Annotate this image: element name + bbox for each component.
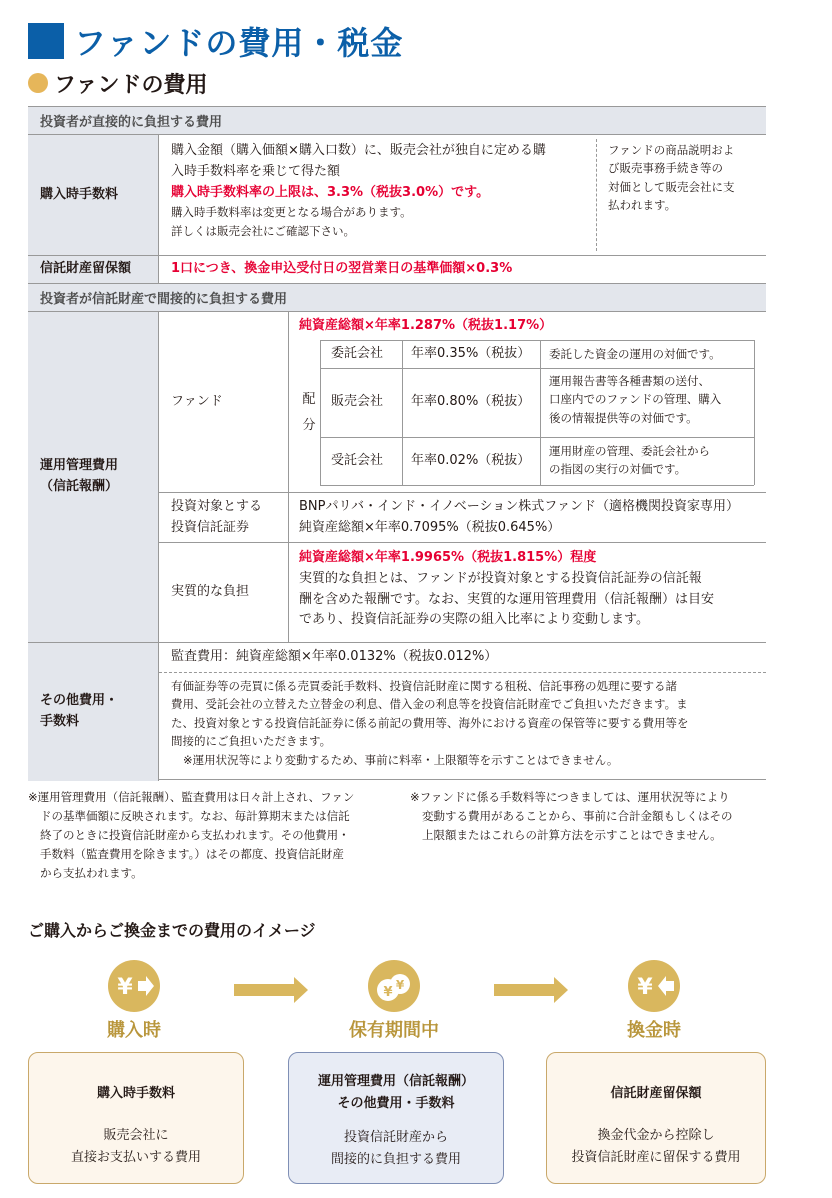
real-burden-line: 酬を含めた報酬です。なお、実質的な運用管理費用（信託報酬）は目安 (299, 591, 714, 607)
purpose-line: ファンドの商品説明およ (608, 143, 735, 157)
svg-text:¥: ¥ (383, 985, 393, 1000)
other-fees-line: た、投資対象とする投資信託証券に係る前記の費用等、海外における資産の保管等に要する費用等を (171, 715, 689, 730)
purchase-fee-line: 購入金額（購入価額×購入口数）に、販売会社が独自に定める購 (171, 143, 546, 158)
reserve-label: 信託財産留保額 (28, 256, 158, 283)
alloc-desc (549, 372, 749, 427)
management-fee-label-line: （信託報酬） (40, 479, 119, 494)
purpose-line: 払われます。 (608, 198, 677, 213)
real-burden-detail (299, 548, 764, 631)
stage-label: 換金時 (627, 1020, 681, 1041)
alloc-rate: 年率0.02%（税抜） (411, 452, 531, 468)
yen-out-icon (628, 960, 680, 1012)
cost-image-title: ご購入からご換金までの費用のイメージ (28, 921, 316, 940)
alloc-desc-line: 運用財産の管理、委託会社から (549, 444, 710, 458)
direct-cost-header: 投資者が直接的に負担する費用 (28, 107, 766, 134)
other-fees-line: 間接的にご負担いただきます。 (171, 734, 332, 749)
stage-holding (334, 960, 454, 1042)
other-fees-label-line: その他費用・ (40, 693, 119, 709)
purchase-fee-note: 詳しくは販売会社にご確認下さい。 (171, 223, 355, 238)
footnote-line: ※運用管理費用（信託報酬）、監査費用は日々計上され、ファン (28, 790, 355, 804)
other-fees-label (28, 643, 158, 781)
money-bags-icon (368, 960, 420, 1012)
redemption-cost-box (546, 1052, 766, 1184)
footnote-right (410, 788, 770, 845)
alloc-name: 受託会社 (331, 452, 384, 468)
alloc-desc-line: 後の情報提供等の対価です。 (549, 410, 698, 425)
arrow-right-icon (234, 984, 294, 996)
section-heading (28, 68, 208, 98)
other-fees-line: 費用、受託会社の立替えた立替金の利息、借入金の利息等を投資信託財産でご負担いただきます。ま (171, 697, 688, 712)
purchase-fee-detail (171, 141, 601, 240)
audit-fee: 監査費用：純資産総額×年率0.0132%（税抜0.012%） (171, 648, 498, 664)
box-text: 投資信託財産から (343, 1130, 448, 1146)
arrow-right-icon (494, 984, 554, 996)
other-fees-line: 有価証券等の売買に係る売買委託手数料、投資信託財産に関する租税、信託事務の処理に要する諸 (171, 679, 677, 693)
real-burden-rate: 純資産総額×年率1.9965%（税抜1.815%）程度 (299, 550, 597, 565)
real-burden-line: 実質的な負担とは、ファンドが投資対象とする投資信託証券の信託報 (299, 570, 702, 586)
fund-rate: 純資産総額×年率1.287%（税抜1.17%） (299, 317, 553, 333)
footnote-line: ※ファンドに係る手数料等につきましては、運用状況等により (410, 790, 730, 804)
box-text: 投資信託財産に留保する費用 (571, 1150, 741, 1166)
yen-in-icon (108, 960, 160, 1012)
title-square-icon (28, 23, 64, 59)
footnote-line: 上限額またはこれらの計算方法を示すことはできません。 (422, 827, 722, 842)
target-fund-detail (299, 497, 764, 539)
box-title: 運用管理費用（信託報酬） (317, 1074, 474, 1089)
footnote-left (28, 788, 398, 883)
other-fees-line: ※運用状況等により変動するため、事前に料率・上限額等を示すことはできません。 (183, 752, 619, 767)
other-fees-detail (171, 677, 766, 769)
target-fund-rate: 純資産総額×年率0.7095%（税抜0.645%） (299, 519, 561, 535)
footnote-line: から支払われます。 (40, 865, 143, 880)
target-fund-label (171, 497, 286, 539)
stage-label: 購入時 (107, 1020, 161, 1041)
stage-label: 保有期間中 (349, 1020, 439, 1041)
purchase-fee-label: 購入時手数料 (28, 135, 158, 255)
box-title: その他費用・手数料 (337, 1096, 455, 1112)
purchase-fee-purpose (608, 141, 763, 215)
alloc-desc (549, 442, 749, 479)
real-burden-line: であり、投資信託証券の実際の組入比率により変動します。 (299, 612, 649, 628)
svg-text:¥: ¥ (395, 978, 405, 992)
box-text: 換金代金から控除し (597, 1128, 715, 1144)
alloc-desc: 委託した資金の運用の対価です。 (549, 346, 721, 361)
fund-label: ファンド (171, 393, 223, 409)
alloc-name: 委託会社 (331, 345, 384, 361)
target-fund-label-line: 投資信託証券 (171, 519, 250, 535)
real-burden-label: 実質的な負担 (171, 584, 250, 600)
purpose-line: 対価として販売会社に支 (608, 179, 735, 194)
purchase-fee-note: 購入時手数料率は変更となる場合があります。 (171, 205, 412, 220)
box-text: 販売会社に (103, 1128, 169, 1144)
svg-text:¥: ¥ (637, 975, 653, 1000)
target-fund-label-line: 投資対象とする (171, 499, 263, 514)
fee-table (28, 106, 766, 780)
box-title: 購入時手数料 (96, 1086, 175, 1101)
box-text: 直接お支払いする費用 (70, 1150, 201, 1166)
box-title: 信託財産留保額 (610, 1086, 702, 1101)
svg-text:¥: ¥ (117, 975, 133, 1000)
target-fund-name: BNPパリバ・インド・イノベーション株式ファンド（適格機関投資家専用） (299, 499, 740, 514)
alloc-name: 販売会社 (331, 394, 384, 410)
holding-cost-box (288, 1052, 504, 1184)
alloc-desc-line: 口座内でのファンドの管理、購入 (549, 392, 722, 407)
management-fee-label-line: 運用管理費用 (40, 458, 119, 474)
allocation-label (298, 340, 320, 485)
purpose-line: び販売事務手続き等の (608, 161, 723, 176)
alloc-desc-line: の指図の実行の対価です。 (549, 462, 687, 477)
footnote-line: ドの基準価額に反映されます。なお、毎計算期末または信託 (40, 808, 350, 823)
allocation-label-char: 配 (302, 391, 316, 407)
footnote-line: 変動する費用があることから、事前に合計金額もしくはその (422, 808, 733, 823)
page-title (28, 18, 403, 64)
page-title-text: ファンドの費用・税金 (74, 24, 404, 62)
alloc-desc-line: 運用報告書等各種書類の送付、 (549, 374, 710, 388)
alloc-rate: 年率0.80%（税抜） (411, 394, 531, 410)
footnote-line: 手数料（監査費用を除きます。）はその都度、投資信託財産 (40, 846, 344, 861)
allocation-label-char: 分 (302, 417, 316, 433)
management-fee-label (28, 312, 158, 642)
section-heading-text: ファンドの費用 (54, 72, 208, 98)
purchase-cost-box (28, 1052, 244, 1184)
purchase-fee-cap: 購入時手数料率の上限は、3.3%（税抜3.0%）です。 (171, 184, 490, 200)
indirect-cost-header: 投資者が信託財産で間接的に負担する費用 (28, 284, 766, 311)
purchase-fee-line: 入時手数料率を乗じて得た額 (171, 163, 341, 179)
footnote-line: 終了のときに投資信託財産から支払われます。その他費用・ (40, 827, 350, 842)
stage-redemption (594, 960, 714, 1042)
box-text: 間接的に負担する費用 (330, 1152, 461, 1168)
alloc-rate: 年率0.35%（税抜） (411, 345, 531, 361)
other-fees-label-line: 手数料 (40, 714, 80, 729)
stage-purchase (74, 960, 194, 1042)
reserve-value: 1口につき、換金申込受付日の翌営業日の基準価額×0.3% (171, 261, 513, 277)
bullet-dot-icon (28, 73, 48, 93)
